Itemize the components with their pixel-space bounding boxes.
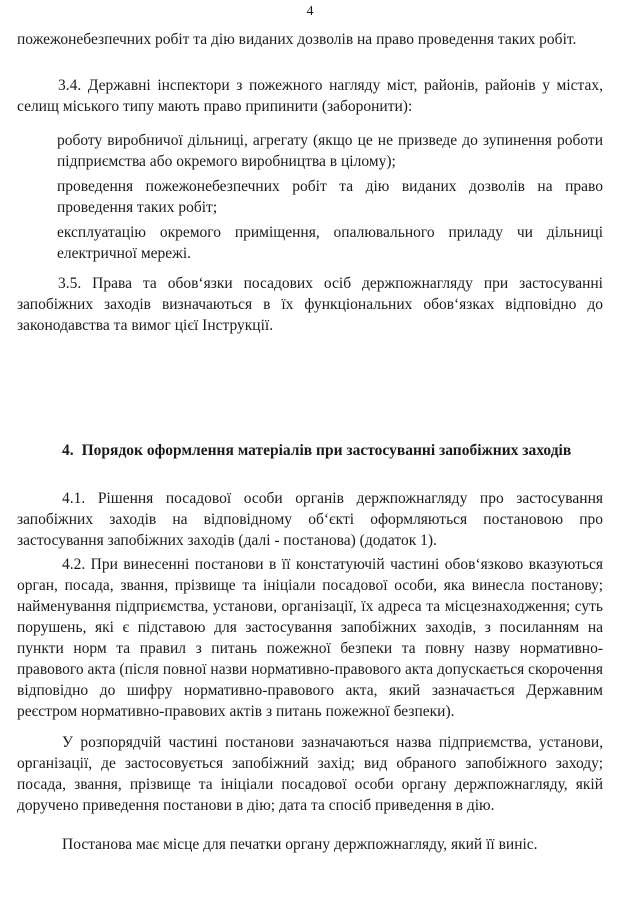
section-4-title: Порядок оформлення матеріалів при застосуванні запобіжних заходів: [81, 442, 572, 459]
section-4-number: 4.: [62, 442, 74, 459]
paragraph-resolution-part: У розпорядчій частині постанови зазначаються назва підприємства, установи, організації, де застосовується запобіжний захід; вид обраного запобіжного заходу; посада, звання, прізвище та ініціали посадової особи органу держпожнагляду, якій доручено приведення постанови в дію; дата та спосіб приведення в дію.: [17, 734, 603, 814]
paragraph-3-5: 3.5. Права та обов‘язки посадових осіб держпожнагляду при застосуванні запобіжних заходів визначаються в їх функціональних обов‘язках відповідно до законодавства та вимог цієї Інструкції.: [17, 275, 603, 334]
paragraph-4-1: 4.1. Рішення посадової особи органів держпожнагляду про застосування запобіжних заходів на відповідному об‘єкті оформляються постановою про застосування запобіжних заходів (далі - постанова) (додаток 1).: [17, 490, 603, 549]
list-item-premises: експлуатацію окремого приміщення, опалювального приладу чи дільниці електричної мережі.: [57, 224, 603, 262]
paragraph-4-2: 4.2. При винесенні постанови в її констатуючій частині обов‘язково вказуються орган, посада, звання, прізвище та ініціали посадової особи, яка винесла постанову; найменування підприємства, установи, організації, їх адреса та місцезнаходження; суть порушень, які є підставою для застосування запобіжних заходів, з посиланням на пункти норм та правил з питань пожежної безпеки та повну назву нормативно-правового акта (після повної назви нормативно-правового акта допускається скорочення відповідно до шифру нормативно-правового акта, який зазначається Державним реєстром нормативно-правових актів з питань пожежної безпеки).: [17, 556, 603, 720]
paragraph-continuation: пожежонебезпечних робіт та дію виданих дозволів на право проведення таких робіт.: [17, 31, 577, 48]
page-number: 4: [306, 4, 314, 19]
list-item-hazardous-work: проведення пожежонебезпечних робіт та дію виданих дозволів на право проведення таких робіт;: [57, 178, 603, 216]
paragraph-seal: Постанова має місце для печатки органу держпожнагляду, який її виніс.: [62, 836, 538, 853]
list-item-workshop: роботу виробничої дільниці, агрегату (якщо це не призведе до зупинення роботи підприємства або окремого виробництва в цілому);: [57, 132, 603, 170]
paragraph-3-4: 3.4. Державні інспектори з пожежного нагляду міст, районів, районів у містах, селищ міського типу мають право припинити (заборонити):: [17, 77, 603, 115]
section-4-heading: [62, 440, 603, 462]
